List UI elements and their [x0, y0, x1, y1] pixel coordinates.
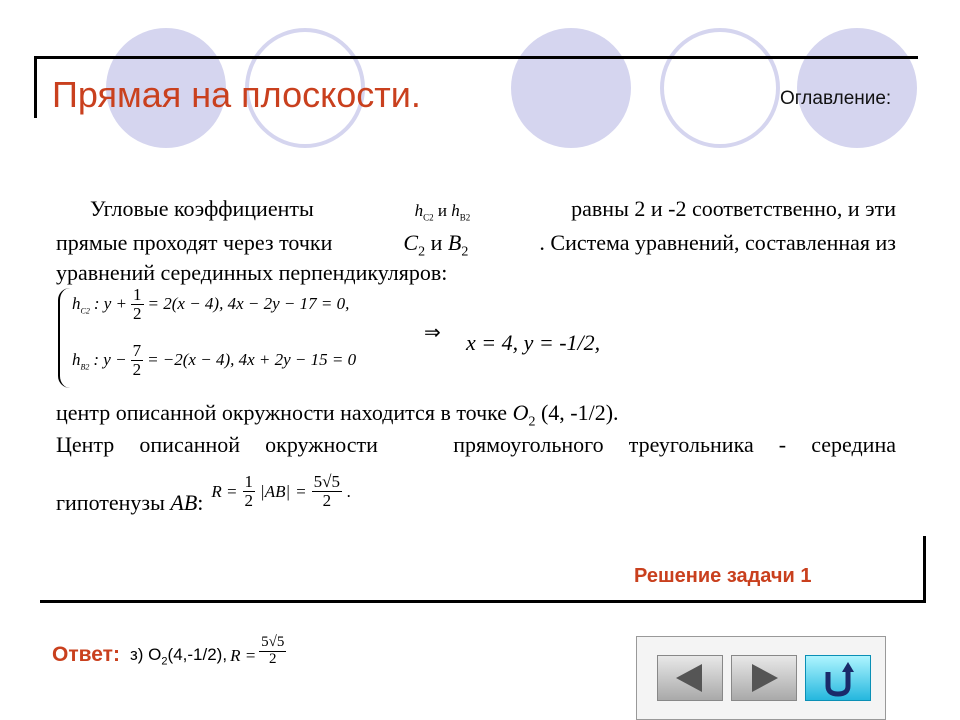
decor-ring — [660, 28, 780, 148]
header-left-bar — [34, 56, 37, 118]
triangle-left-icon — [658, 656, 722, 700]
text-run: прямые проходят через точки — [56, 230, 333, 255]
nav-panel — [636, 636, 886, 720]
decor-circle — [511, 28, 631, 148]
footer-right-bar — [923, 536, 926, 603]
paragraph-line-3: уравнений серединных перпендикуляров: — [56, 260, 448, 285]
toc-link[interactable]: Оглавление: — [780, 88, 892, 109]
page-title: Прямая на плоскости. — [52, 74, 421, 115]
equation-1: $h_{C2}$ : y + $\frac{1}{2}$ = 2(x − 4), 4x − 2y − 17 = 0, — [72, 285, 350, 323]
implies-arrow: ⇒ — [424, 322, 441, 344]
header-rule — [34, 56, 918, 59]
triangle-right-icon — [732, 656, 796, 700]
equation-2: $h_{B2}$ : y − $\frac{7}{2}$ = −2(x − 4), 4x + 2y − 15 = 0 — [72, 341, 357, 379]
math-h-labels: $h_{C2}$ и $h_{B2}$ — [414, 201, 471, 223]
system-result: x = 4, y = -1/2, — [466, 330, 601, 355]
answer-label: Ответ: — [52, 643, 120, 666]
paragraph-line-1 — [56, 194, 896, 232]
footer-rule — [40, 600, 926, 603]
prev-button[interactable] — [657, 655, 723, 701]
text-run: . Система уравнений, составленная из — [539, 230, 896, 255]
return-button[interactable] — [805, 655, 871, 701]
equation-brace — [58, 288, 70, 388]
solution-link[interactable]: Решение задачи 1 — [634, 565, 812, 587]
paragraph-line-5: Центр описанной окружности прямоугольного треугольника - середина — [56, 432, 896, 457]
paragraph-line-4: центр описанной окружности находится в точке $O_2$ (4, -1/2). — [56, 400, 619, 430]
text-run: Угловые коэффициенты — [90, 196, 314, 221]
math-points: $C_2$ и $B_2$ — [403, 230, 469, 260]
text-run: равны 2 и -2 соответственно, и эти — [571, 196, 896, 221]
next-button[interactable] — [731, 655, 797, 701]
radius-formula: R = $\frac{1}{2}$ |AB| = $\frac{5√5}{2}$ . — [211, 472, 352, 510]
u-turn-arrow-icon — [806, 656, 870, 700]
paragraph-line-6: гипотенузы AB: R = $\frac{1}{2}$ |AB| = $\frac{5√5}{2}$ . — [56, 472, 352, 515]
answer-value: з) $O_2(4,-1/2)$, R = $\frac{5√5}{2}$ — [130, 634, 285, 668]
